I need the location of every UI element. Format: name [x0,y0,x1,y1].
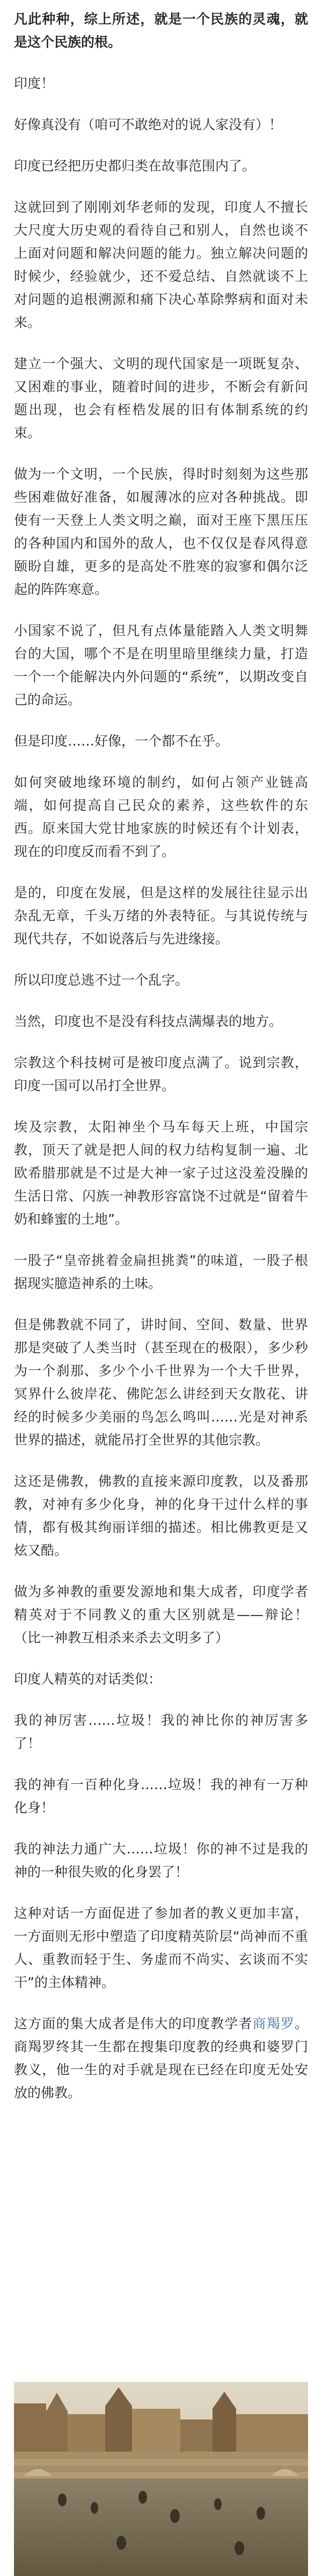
paragraph: 这还是佛教，佛教的直接来源印度教，以及番那教，对神有多少化身，神的化身干过什么样的事情，都有极其绚丽详细的描述。相比佛教更是又炫又酷。 [14,1473,308,1558]
paragraph: 建立一个强大、文明的现代国家是一项既复杂、又困难的事业，随着时间的进步，不断会有新问题出现，也会有桎梏发展的旧有体制系统的约束。 [14,356,308,441]
paragraph: 印度人精英的对话类似： [14,1671,162,1687]
paragraph: 这种对话一方面促进了参加者的教义更加丰富，一方面则无形中塑造了印度精英阶层“尚神而不重人、重教而轻于生、务虚而不尚实、玄谈而不实干”的主体精神。 [14,1905,308,1990]
paragraph: 一股子“皇帝挑着金扁担挑粪”的味道，一股子根据现实臆造神系的土味。 [14,1253,308,1291]
dialogue-line: 我的神厉害……垃圾！我的神比你的神厉害多了！ [14,1713,308,1751]
paragraph-text: 这方面的集大成者是伟大的印度教学者 [14,2016,253,2031]
paragraph: 埃及宗教，太阳神坐个马车每天上班，中国宗教，顶天了就是把人间的权力结构复制一遍、北欧希腊那就是不过是大神一家子过这没羞没臊的生活日常、闪族一神教形容富饶不过就是“留着牛奶和蜂蜜的土地”。 [14,1119,308,1227]
ganges-ghat-photo [14,2382,308,2576]
paragraph: 但是佛教就不同了，讲时间、空间、数量、世界那是突破了人类当时（甚至现在的极限），多少秒为一个刹那、多少个小千世界为一个大千世界，冥界什么彼岸花、佛陀怎么讲经到天女散花、讲经的时候多少美丽的鸟怎么鸣叫……光是对神系世界的描述，就能吊打全世界的其他宗教。 [14,1317,308,1448]
river-water [14,2478,308,2576]
paragraph-text: 。商羯罗终其一生都在搜集印度教的经典和婆罗门教义，他一生的对手就是现在已经在印度无处安放的佛教。 [14,2016,308,2101]
dialogue-line: 我的神法力通广大……垃圾！你的神不过是我的神的一种很失败的化身罢了！ [14,1841,308,1880]
intro-paragraph: 凡此种种，综上所述，就是一个民族的灵魂，就是这个民族的根。 [14,11,308,50]
dialogue-line: 我的神有一百种化身……垃圾！我的神有一万种化身！ [14,1777,308,1815]
paragraph: 小国家不说了，但凡有点体量能踏入人类文明舞台的大国，哪个不是在明里暗里继续力量，打造一个一个能解决内外问题的“系统”，以期改变自己的命运。 [14,623,308,708]
paragraph: 宗教这个科技树可是被印度点满了。说到宗教，印度一国可以吊打全世界。 [14,1055,308,1093]
ghat-steps [14,2452,308,2478]
paragraph [14,2012,308,2104]
paragraph: 是的，印度在发展，但是这样的发展往往显示出杂乱无章，千头万绪的外表特征。与其说传统与现代共存，不如说落后与先进缘接。 [14,885,308,947]
paragraph: 如何突破地缘环境的制约，如何占领产业链高端，如何提高自己民众的素养，这些软件的东西。原来国大党甘地家族的时候还有个计划表，现在的印度反而看不到了。 [14,775,308,859]
photo-illustration [14,2382,308,2576]
paragraph: 所以印度总逃不过一个乱字。 [14,972,189,988]
paragraph: 但是印度……好像，一个都不在乎。 [14,733,229,749]
paragraph: 做为多神教的重要发源地和集大成者，印度学者精英对于不同教义的重大区别就是——辩论！（比一神教互相杀来杀去文明多了） [14,1584,308,1646]
paragraph: 印度已经把历史都归类在故事范围内了。 [14,158,256,174]
paragraph: 当然，印度也不是没有科技点满爆表的地方。 [14,1014,283,1029]
paragraph: 印度！ [14,76,55,91]
paragraph: 好像真没有（咱可不敢绝对的说人家没有）！ [14,117,283,132]
paragraph: 这就回到了刚刚刘华老师的发现，印度人不擅长大尺度大历史观的看待自己和别人，自然也谈不上面对问题和解决问题的能力。独立解决问题的时候少，经验就少，还不爱总结、自然就谈不上对问题的追根溯源和痛下决心革除弊病和面对未来。 [14,199,308,330]
paragraph: 做为一个文明，一个民族，得时时刻刻为这些那些困难做好准备，如履薄冰的应对各种挑战。即使有一天登上人类文明之巅，面对王座下黑压压的各种国内和国外的敌人，也不仅仅是春风得意颐盼自雄，更多的是高处不胜寒的寂寥和偶尔泛起的阵阵寒意。 [14,466,308,597]
shankara-link[interactable]: 商羯罗 [252,2016,295,2031]
